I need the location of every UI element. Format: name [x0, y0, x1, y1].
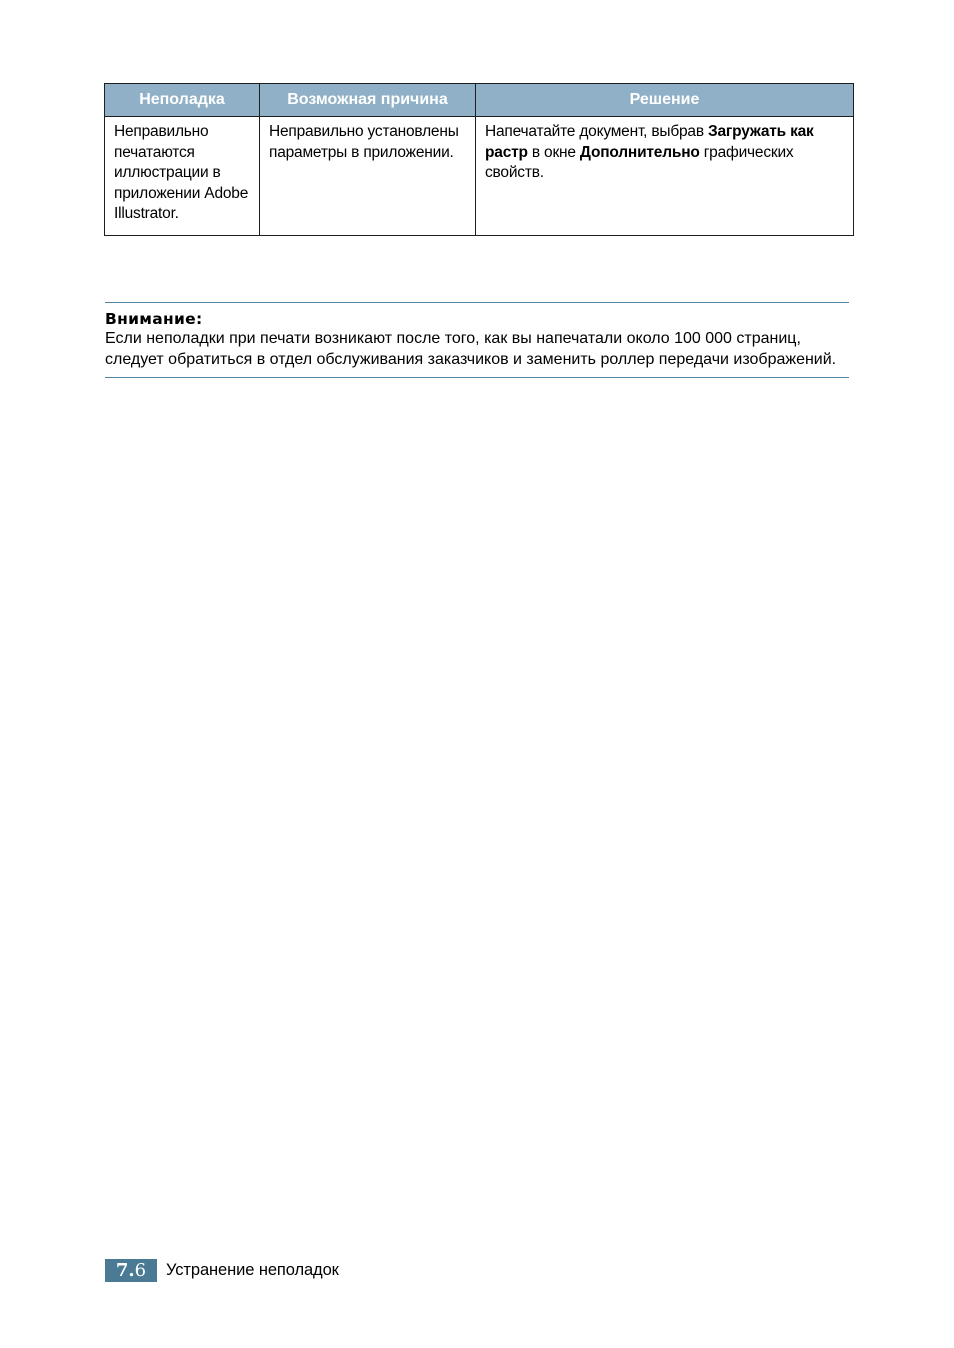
- solution-bold-advanced: Дополнительно: [579, 143, 700, 161]
- solution-text-1: Напечатайте документ, выбрав: [485, 123, 708, 140]
- solution-text-2: в окне: [527, 143, 580, 161]
- cell-problem: Неправильно печатаются иллюстрации в приложении Adobe Illustrator.: [105, 117, 260, 236]
- chapter-number: 7.: [115, 1260, 135, 1281]
- header-solution: Решение: [476, 84, 854, 117]
- note-text: Если неполадки при печати возникают после того, как вы напечатали около 100 000 страниц, следует обратиться в отдел обслуживания заказчиков и заменить роллер передачи изображений.: [105, 330, 837, 368]
- attention-note: [105, 302, 849, 378]
- page-number: 6: [134, 1260, 147, 1281]
- cell-cause: Неправильно установлены параметры в приложении.: [260, 117, 476, 236]
- page-number-badge: [105, 1259, 157, 1282]
- header-problem: Неполадка: [105, 84, 260, 117]
- solution-text-3: графических свойств.: [485, 143, 794, 181]
- note-title: Внимание:: [105, 310, 203, 328]
- table-header-row: [105, 84, 854, 117]
- cell-solution: [476, 117, 854, 236]
- troubleshooting-table: [104, 83, 854, 236]
- solution-bold-rasterize: Загружать как растр: [485, 123, 814, 161]
- header-cause: Возможная причина: [260, 84, 476, 117]
- table-row: [105, 117, 854, 236]
- chapter-title: Устранение неполадок: [166, 1261, 339, 1279]
- page-footer: [105, 1259, 339, 1282]
